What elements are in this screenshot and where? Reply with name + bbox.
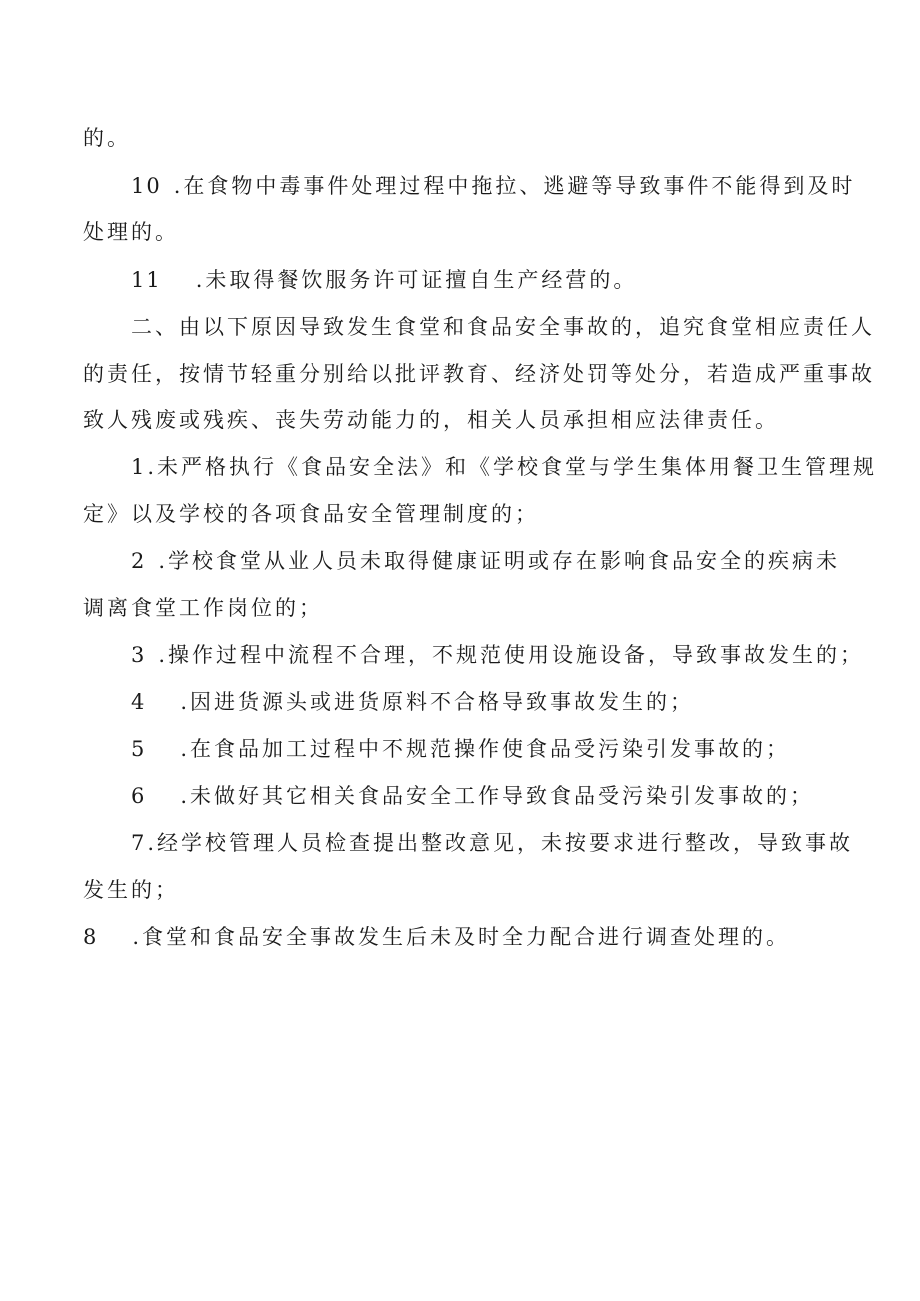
item-text: .在食物中毒事件处理过程中拖拉、逃避等导致事件不能得到及时 (173, 174, 856, 198)
item-text: 1.未严格执行《食品安全法》和《学校食堂与学生集体用餐卫生管理规 (131, 455, 878, 479)
item-10 (131, 172, 856, 200)
item-number: 8 (83, 925, 99, 949)
item-number: 5 (131, 737, 147, 761)
item-number: 6 (131, 784, 147, 808)
item-number: 11 (131, 268, 162, 292)
item-2 (131, 547, 840, 575)
section-2-heading (131, 313, 875, 341)
item-5 (131, 735, 920, 763)
item-4 (131, 688, 920, 716)
line-text: 处理的。 (83, 220, 179, 244)
section-2-line-3 (83, 406, 920, 434)
item-text: .食堂和食品安全事故发生后未及时全力配合进行调查处理的。 (132, 925, 791, 949)
line-text: 二、由以下原因导致发生食堂和食品安全事故的，追究食堂相应责任人 (131, 315, 875, 339)
line-text: 致人残废或残疾、丧失劳动能力的，相关人员承担相应法律责任。 (83, 408, 779, 432)
line-text: 的责任，按情节轻重分别给以批评教育、经济处罚等处分，若造成严重事故 (83, 362, 875, 386)
item-text: .在食品加工过程中不规范操作使食品受污染引发事故的； (180, 737, 791, 761)
line-text: 调离食堂工作岗位的； (83, 596, 323, 620)
item-text: 7.经学校管理人员检查提出整改意见，未按要求进行整改，导致事故 (131, 831, 854, 855)
item-number: 4 (131, 690, 147, 714)
line-continuation-1 (83, 124, 920, 152)
line-text: 发生的； (83, 878, 179, 902)
item-1-continuation (83, 500, 920, 528)
item-7-continuation (83, 876, 920, 904)
item-text: .操作过程中流程不合理，不规范使用设施设备，导致事故发生的； (158, 643, 865, 667)
item-text: .未做好其它相关食品安全工作导致食品受污染引发事故的； (180, 784, 815, 808)
item-number: 2 (131, 549, 147, 573)
item-3 (131, 641, 865, 669)
line-continuation-2 (83, 218, 920, 246)
item-number: 10 (131, 174, 162, 198)
item-6 (131, 782, 920, 810)
item-number: 3 (131, 643, 147, 667)
section-2-line-2 (83, 360, 875, 388)
item-8 (83, 923, 920, 951)
line-text: 的。 (83, 126, 131, 150)
item-2-continuation (83, 594, 920, 622)
item-text: .未取得餐饮服务许可证擅自生产经营的。 (195, 268, 638, 292)
item-1 (131, 453, 878, 481)
item-11 (131, 266, 920, 294)
item-7 (131, 829, 854, 857)
line-text: 定》以及学校的各项食品安全管理制度的； (83, 502, 539, 526)
item-text: .因进货源头或进货原料不合格导致事故发生的； (180, 690, 695, 714)
item-text: .学校食堂从业人员未取得健康证明或存在影响食品安全的疾病未 (158, 549, 841, 573)
